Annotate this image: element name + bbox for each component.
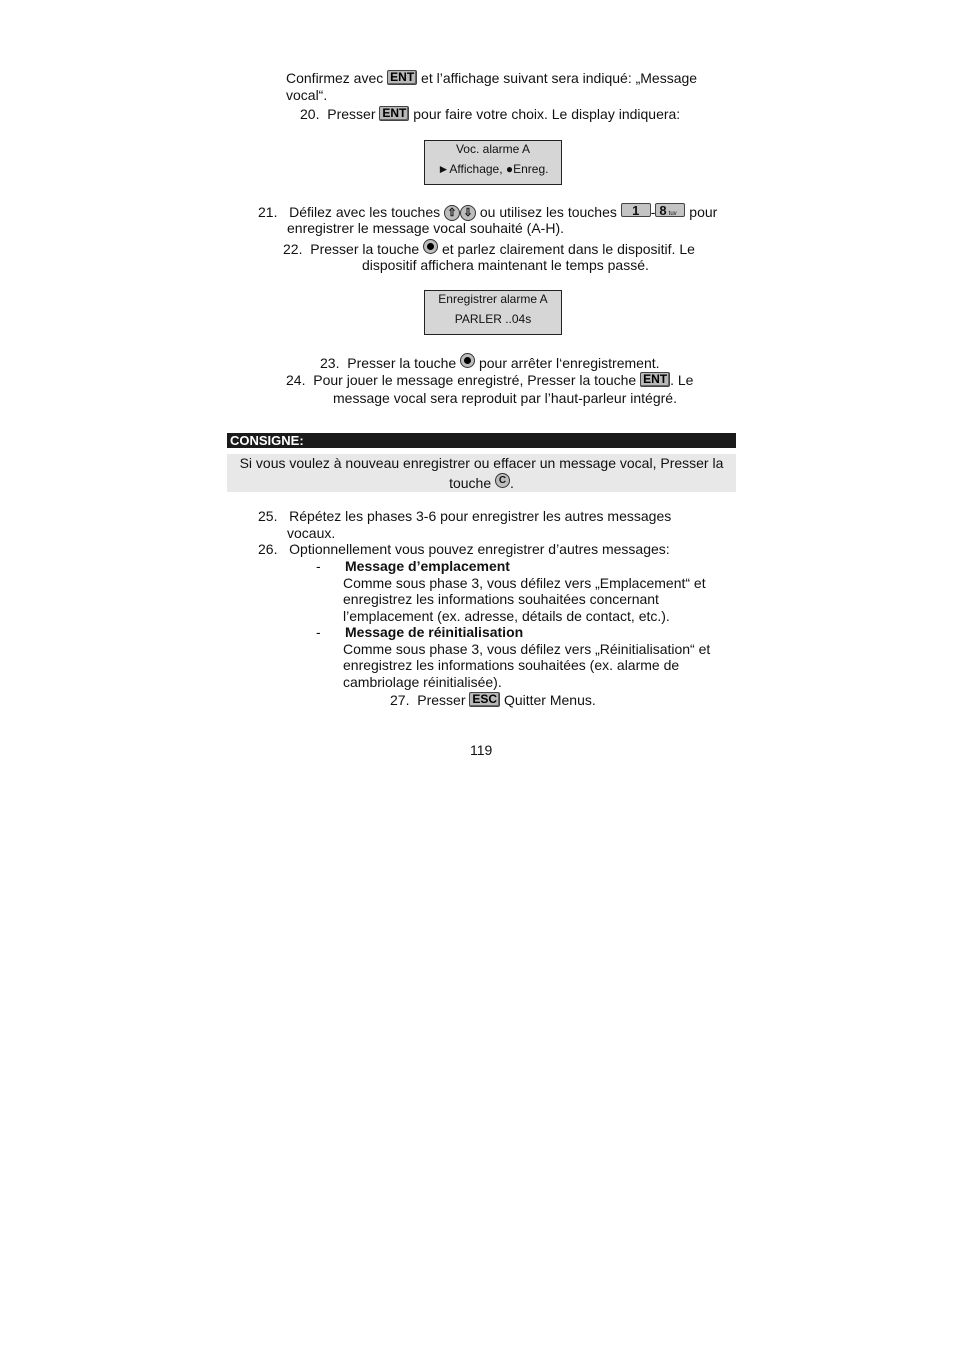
step-text: pour: [685, 204, 718, 220]
key-8-icon: 8 tuv: [655, 203, 685, 217]
step-27: [390, 692, 596, 709]
lcd-display-enregistrer: [424, 290, 562, 335]
step-text: pour faire votre choix. Le display indiquera:: [409, 106, 681, 122]
note-body: [227, 454, 736, 492]
intro-line-1: [286, 70, 697, 87]
lcd-line-2: ►Affichage, ●Enreg.: [437, 162, 549, 176]
step-text: Presser la touche: [347, 355, 461, 371]
sub-1-title: Message d’emplacement: [345, 558, 510, 574]
esc-key-icon: ESC: [469, 692, 500, 707]
step-26: [258, 541, 670, 558]
note-text: .: [510, 475, 514, 491]
c-key-icon: C: [495, 473, 510, 488]
step-20: [300, 106, 680, 123]
step-number: 22.: [283, 241, 303, 257]
step-text: Presser la touche: [310, 241, 424, 257]
note-line-1: Si vous voulez à nouveau enregistrer ou effacer un message vocal, Presser la: [239, 455, 724, 471]
key-1-icon: 1: [621, 203, 651, 217]
step-number: 27.: [390, 692, 410, 708]
sub-2-title: Message de réinitialisation: [345, 624, 524, 640]
sub-1-line-2: enregistrez les informations souhaitées concernant: [343, 591, 659, 607]
intro-line-2: vocal“.: [286, 87, 328, 103]
step-text: Répétez les phases 3-6 pour enregistrer les autres messages: [289, 508, 672, 524]
step-24-line-2: message vocal sera reproduit par l’haut-parleur intégré.: [333, 390, 677, 406]
step-25-line-2: vocaux.: [287, 525, 336, 541]
step-text: et parlez clairement dans le dispositif. Le: [438, 241, 695, 257]
step-23: [320, 353, 660, 372]
step-21-line-2: enregistrer le message vocal souhaité (A-H).: [287, 220, 565, 236]
note-title: CONSIGNE:: [227, 433, 736, 448]
step-text: Quitter Menus.: [500, 692, 596, 708]
step-number: 21.: [258, 204, 278, 220]
step-number: 20.: [300, 106, 320, 122]
step-22-line-2: dispositif affichera maintenant le temps passé.: [362, 257, 649, 273]
sub-2-line-1: Comme sous phase 3, vous défilez vers „Réinitialisation“ et: [343, 641, 711, 657]
sub-1-line-1: Comme sous phase 3, vous défilez vers „Emplacement“ et: [343, 575, 706, 591]
arrow-up-icon: ⇧: [444, 205, 460, 221]
sub-2-line-2: enregistrez les informations souhaitées (ex. alarme de: [343, 657, 680, 673]
sub-1-dash: -: [316, 558, 321, 574]
note-text: touche: [449, 475, 496, 491]
dash: -: [650, 204, 656, 220]
page-number: 119: [470, 742, 493, 758]
sub-2-line-3: cambriolage réinitialisée).: [343, 674, 502, 690]
intro-text: et l’affichage suivant sera indiqué: „Message: [417, 70, 698, 86]
step-text: ou utilisez les touches: [476, 204, 621, 220]
step-text: Presser: [327, 106, 380, 122]
step-text: Presser: [417, 692, 470, 708]
step-number: 23.: [320, 355, 340, 371]
ent-key-icon: ENT: [379, 106, 409, 121]
step-text: Défilez avec les touches: [289, 204, 444, 220]
ent-key-icon: ENT: [640, 372, 670, 387]
arrow-down-icon: ⇩: [460, 205, 476, 221]
step-text: . Le: [670, 372, 694, 388]
step-number: 25.: [258, 508, 278, 524]
lcd-line-1: Enregistrer alarme A: [438, 292, 548, 306]
step-text: Optionnellement vous pouvez enregistrer d’autres messages:: [289, 541, 670, 557]
sub-1-line-3: l’emplacement (ex. adresse, détails de contact, etc.).: [343, 608, 670, 624]
step-25: [258, 508, 671, 525]
step-number: 26.: [258, 541, 278, 557]
step-24: [286, 372, 693, 389]
step-21: [258, 203, 717, 221]
record-button-icon: [460, 353, 475, 368]
step-text: pour arrêter l‘enregistrement.: [475, 355, 660, 371]
step-text: Pour jouer le message enregistré, Presser la touche: [313, 372, 641, 388]
lcd-line-2: PARLER ..04s: [454, 312, 532, 326]
step-22: [283, 239, 695, 258]
step-number: 24.: [286, 372, 306, 388]
intro-text: Confirmez avec: [286, 70, 388, 86]
note-line-2: [227, 473, 736, 493]
lcd-line-1: Voc. alarme A: [455, 142, 531, 156]
ent-key-icon: ENT: [387, 70, 417, 85]
record-button-icon: [423, 239, 438, 254]
lcd-display-voc-alarme: [424, 140, 562, 185]
sub-2-dash: -: [316, 624, 321, 640]
